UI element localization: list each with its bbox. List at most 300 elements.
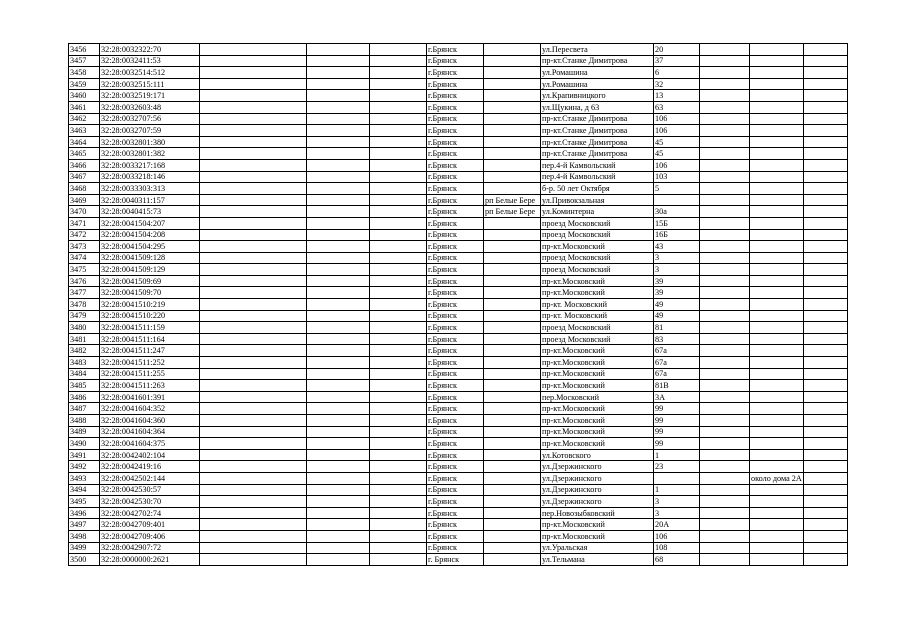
- street-cell: проезд Московский: [541, 252, 654, 264]
- table-row: [69, 55, 848, 67]
- cadastral-number-cell: 32:28:0041509:129: [100, 264, 200, 276]
- empty-cell: [307, 264, 370, 276]
- note-cell: [750, 519, 804, 531]
- note-cell: [750, 449, 804, 461]
- city-cell: г.Брянск: [427, 368, 484, 380]
- city-cell: г.Брянск: [427, 217, 484, 229]
- settlement-cell: [484, 183, 541, 195]
- empty-cell: [307, 275, 370, 287]
- empty-cell: [307, 206, 370, 218]
- table-row: [69, 159, 848, 171]
- table-row: [69, 426, 848, 438]
- note-cell: [750, 357, 804, 369]
- empty-cell: [307, 217, 370, 229]
- street-cell: проезд Московский: [541, 217, 654, 229]
- empty-cell: [370, 252, 427, 264]
- note-cell: [750, 310, 804, 322]
- city-cell: г.Брянск: [427, 252, 484, 264]
- empty-cell: [307, 171, 370, 183]
- house-number-cell: [654, 472, 700, 484]
- empty-cell: [803, 113, 847, 125]
- empty-cell: [307, 345, 370, 357]
- settlement-cell: [484, 403, 541, 415]
- empty-cell: [370, 310, 427, 322]
- cadastral-number-cell: 32:28:0041604:352: [100, 403, 200, 415]
- empty-cell: [307, 299, 370, 311]
- house-number-cell: 1: [654, 449, 700, 461]
- empty-cell: [200, 484, 307, 496]
- empty-cell: [700, 415, 750, 427]
- house-number-cell: 3А: [654, 391, 700, 403]
- city-cell: г.Брянск: [427, 415, 484, 427]
- cadastral-number-cell: 32:28:0042907:72: [100, 542, 200, 554]
- city-cell: г.Брянск: [427, 287, 484, 299]
- empty-cell: [700, 403, 750, 415]
- empty-cell: [370, 287, 427, 299]
- cadastral-number-cell: 32:28:0033303:313: [100, 183, 200, 195]
- empty-cell: [700, 345, 750, 357]
- empty-cell: [700, 194, 750, 206]
- house-number-cell: 83: [654, 333, 700, 345]
- street-cell: пр-кт.Станке Димитрова: [541, 148, 654, 160]
- house-number-cell: 67а: [654, 345, 700, 357]
- empty-cell: [200, 287, 307, 299]
- table-row: [69, 507, 848, 519]
- city-cell: г.Брянск: [427, 44, 484, 56]
- city-cell: г.Брянск: [427, 113, 484, 125]
- empty-cell: [700, 252, 750, 264]
- empty-cell: [370, 322, 427, 334]
- empty-cell: [803, 496, 847, 508]
- empty-cell: [803, 264, 847, 276]
- city-cell: г.Брянск: [427, 345, 484, 357]
- table-row: [69, 183, 848, 195]
- empty-cell: [803, 299, 847, 311]
- empty-cell: [307, 357, 370, 369]
- city-cell: г.Брянск: [427, 507, 484, 519]
- table-row: [69, 542, 848, 554]
- cadastral-number-cell: 32:28:0033218:146: [100, 171, 200, 183]
- house-number-cell: 67а: [654, 357, 700, 369]
- city-cell: г.Брянск: [427, 55, 484, 67]
- row-number-cell: 3471: [69, 217, 100, 229]
- note-cell: [750, 194, 804, 206]
- row-number-cell: 3485: [69, 380, 100, 392]
- settlement-cell: [484, 101, 541, 113]
- row-number-cell: 3489: [69, 426, 100, 438]
- empty-cell: [370, 368, 427, 380]
- settlement-cell: [484, 333, 541, 345]
- note-cell: [750, 461, 804, 473]
- table-row: [69, 101, 848, 113]
- city-cell: г.Брянск: [427, 426, 484, 438]
- table-row: [69, 264, 848, 276]
- cadastral-number-cell: 32:28:0032519:171: [100, 90, 200, 102]
- empty-cell: [200, 229, 307, 241]
- house-number-cell: 103: [654, 171, 700, 183]
- cadastral-number-cell: 32:28:0041511:255: [100, 368, 200, 380]
- empty-cell: [200, 148, 307, 160]
- settlement-cell: [484, 496, 541, 508]
- empty-cell: [370, 415, 427, 427]
- empty-cell: [200, 380, 307, 392]
- table-row: [69, 322, 848, 334]
- cadastral-number-cell: 32:28:0042530:57: [100, 484, 200, 496]
- city-cell: г.Брянск: [427, 90, 484, 102]
- cadastral-number-cell: 32:28:0041504:208: [100, 229, 200, 241]
- cadastral-number-cell: 32:28:0032515:111: [100, 78, 200, 90]
- city-cell: г.Брянск: [427, 299, 484, 311]
- empty-cell: [370, 403, 427, 415]
- row-number-cell: 3469: [69, 194, 100, 206]
- empty-cell: [803, 368, 847, 380]
- empty-cell: [803, 554, 847, 566]
- empty-cell: [700, 380, 750, 392]
- empty-cell: [700, 125, 750, 137]
- row-number-cell: 3482: [69, 345, 100, 357]
- empty-cell: [370, 90, 427, 102]
- empty-cell: [200, 426, 307, 438]
- street-cell: ул.Пересвета: [541, 44, 654, 56]
- empty-cell: [307, 159, 370, 171]
- empty-cell: [200, 183, 307, 195]
- house-number-cell: 13: [654, 90, 700, 102]
- empty-cell: [370, 264, 427, 276]
- city-cell: г.Брянск: [427, 461, 484, 473]
- table-row: [69, 44, 848, 56]
- table-row: [69, 241, 848, 253]
- empty-cell: [700, 357, 750, 369]
- house-number-cell: 39: [654, 275, 700, 287]
- row-number-cell: 3483: [69, 357, 100, 369]
- empty-cell: [200, 403, 307, 415]
- table-row: [69, 519, 848, 531]
- empty-cell: [803, 345, 847, 357]
- row-number-cell: 3470: [69, 206, 100, 218]
- settlement-cell: [484, 530, 541, 542]
- street-cell: пр-кт.Московский: [541, 241, 654, 253]
- empty-cell: [370, 101, 427, 113]
- table-row: [69, 171, 848, 183]
- table-row: [69, 357, 848, 369]
- cadastral-number-cell: 32:28:0041511:252: [100, 357, 200, 369]
- empty-cell: [700, 229, 750, 241]
- empty-cell: [200, 415, 307, 427]
- empty-cell: [700, 368, 750, 380]
- row-number-cell: 3497: [69, 519, 100, 531]
- empty-cell: [307, 113, 370, 125]
- settlement-cell: [484, 519, 541, 531]
- cadastral-number-cell: 32:28:0041601:391: [100, 391, 200, 403]
- city-cell: г.Брянск: [427, 148, 484, 160]
- settlement-cell: [484, 44, 541, 56]
- street-cell: проезд Московский: [541, 229, 654, 241]
- empty-cell: [700, 496, 750, 508]
- empty-cell: [200, 206, 307, 218]
- empty-cell: [700, 391, 750, 403]
- empty-cell: [370, 44, 427, 56]
- city-cell: г.Брянск: [427, 159, 484, 171]
- empty-cell: [200, 252, 307, 264]
- street-cell: ул.Дзержинского: [541, 472, 654, 484]
- empty-cell: [370, 183, 427, 195]
- table-row: [69, 287, 848, 299]
- empty-cell: [803, 322, 847, 334]
- cadastral-number-cell: 32:28:0032603:48: [100, 101, 200, 113]
- empty-cell: [307, 449, 370, 461]
- cadastral-number-cell: 32:28:0042502:144: [100, 472, 200, 484]
- note-cell: [750, 252, 804, 264]
- row-number-cell: 3464: [69, 136, 100, 148]
- settlement-cell: [484, 391, 541, 403]
- house-number-cell: 39: [654, 287, 700, 299]
- note-cell: [750, 484, 804, 496]
- empty-cell: [200, 44, 307, 56]
- note-cell: [750, 530, 804, 542]
- note-cell: [750, 403, 804, 415]
- street-cell: проезд Московский: [541, 333, 654, 345]
- empty-cell: [370, 542, 427, 554]
- row-number-cell: 3498: [69, 530, 100, 542]
- house-number-cell: 108: [654, 542, 700, 554]
- house-number-cell: 20: [654, 44, 700, 56]
- city-cell: г.Брянск: [427, 380, 484, 392]
- cadastral-number-cell: 32:28:0000000:2621: [100, 554, 200, 566]
- empty-cell: [700, 206, 750, 218]
- cadastral-number-cell: 32:28:0041504:207: [100, 217, 200, 229]
- empty-cell: [307, 241, 370, 253]
- house-number-cell: 15Б: [654, 217, 700, 229]
- empty-cell: [370, 171, 427, 183]
- settlement-cell: [484, 449, 541, 461]
- street-cell: пер.Московский: [541, 391, 654, 403]
- note-cell: [750, 67, 804, 79]
- empty-cell: [803, 90, 847, 102]
- note-cell: [750, 136, 804, 148]
- empty-cell: [803, 206, 847, 218]
- empty-cell: [370, 113, 427, 125]
- note-cell: [750, 554, 804, 566]
- empty-cell: [803, 136, 847, 148]
- house-number-cell: 3: [654, 507, 700, 519]
- settlement-cell: [484, 229, 541, 241]
- table-row: [69, 496, 848, 508]
- empty-cell: [700, 287, 750, 299]
- empty-cell: [700, 183, 750, 195]
- empty-cell: [370, 426, 427, 438]
- empty-cell: [200, 78, 307, 90]
- cadastral-number-cell: 32:28:0041511:159: [100, 322, 200, 334]
- table-row: [69, 380, 848, 392]
- empty-cell: [370, 530, 427, 542]
- settlement-cell: [484, 252, 541, 264]
- street-cell: ул.Дзержинского: [541, 484, 654, 496]
- street-cell: ул.Уральская: [541, 542, 654, 554]
- empty-cell: [307, 183, 370, 195]
- cadastral-number-cell: 32:28:0042419:16: [100, 461, 200, 473]
- empty-cell: [307, 101, 370, 113]
- street-cell: пр-кт.Московский: [541, 345, 654, 357]
- house-number-cell: 106: [654, 113, 700, 125]
- cadastral-number-cell: 32:28:0042709:406: [100, 530, 200, 542]
- empty-cell: [200, 159, 307, 171]
- empty-cell: [700, 542, 750, 554]
- row-number-cell: 3493: [69, 472, 100, 484]
- empty-cell: [370, 519, 427, 531]
- settlement-cell: [484, 426, 541, 438]
- cadastral-number-cell: 32:28:0033217:168: [100, 159, 200, 171]
- house-number-cell: 3: [654, 496, 700, 508]
- empty-cell: [370, 67, 427, 79]
- street-cell: пр-кт.Станке Димитрова: [541, 113, 654, 125]
- house-number-cell: 68: [654, 554, 700, 566]
- house-number-cell: 3: [654, 264, 700, 276]
- empty-cell: [803, 55, 847, 67]
- empty-cell: [200, 449, 307, 461]
- street-cell: пр-кт.Московский: [541, 438, 654, 450]
- row-number-cell: 3472: [69, 229, 100, 241]
- empty-cell: [200, 90, 307, 102]
- settlement-cell: [484, 148, 541, 160]
- house-number-cell: 45: [654, 136, 700, 148]
- empty-cell: [803, 507, 847, 519]
- cadastral-number-cell: 32:28:0041604:360: [100, 415, 200, 427]
- settlement-cell: [484, 472, 541, 484]
- table-row: [69, 333, 848, 345]
- table-row: [69, 438, 848, 450]
- note-cell: [750, 171, 804, 183]
- note-cell: [750, 299, 804, 311]
- empty-cell: [307, 136, 370, 148]
- house-number-cell: 23: [654, 461, 700, 473]
- settlement-cell: рп Белые Бере: [484, 206, 541, 218]
- street-cell: пр-кт.Московский: [541, 380, 654, 392]
- empty-cell: [200, 113, 307, 125]
- table-row: [69, 217, 848, 229]
- empty-cell: [307, 78, 370, 90]
- empty-cell: [803, 542, 847, 554]
- city-cell: г. Брянск: [427, 554, 484, 566]
- empty-cell: [200, 554, 307, 566]
- house-number-cell: 81: [654, 322, 700, 334]
- street-cell: ул.Коминтерна: [541, 206, 654, 218]
- house-number-cell: 3: [654, 252, 700, 264]
- empty-cell: [307, 380, 370, 392]
- city-cell: г.Брянск: [427, 530, 484, 542]
- row-number-cell: 3479: [69, 310, 100, 322]
- note-cell: [750, 101, 804, 113]
- settlement-cell: [484, 438, 541, 450]
- empty-cell: [307, 368, 370, 380]
- street-cell: пр-кт.Московский: [541, 357, 654, 369]
- street-cell: ул.Ромашина: [541, 78, 654, 90]
- city-cell: г.Брянск: [427, 67, 484, 79]
- empty-cell: [700, 449, 750, 461]
- empty-cell: [803, 519, 847, 531]
- row-number-cell: 3474: [69, 252, 100, 264]
- street-cell: ул.Ромашина: [541, 67, 654, 79]
- empty-cell: [200, 368, 307, 380]
- cadastral-number-cell: 32:28:0042530:70: [100, 496, 200, 508]
- cadastral-number-cell: 32:28:0032411:53: [100, 55, 200, 67]
- settlement-cell: [484, 171, 541, 183]
- settlement-cell: [484, 542, 541, 554]
- row-number-cell: 3462: [69, 113, 100, 125]
- street-cell: пр-кт.Московский: [541, 275, 654, 287]
- empty-cell: [370, 461, 427, 473]
- row-number-cell: 3492: [69, 461, 100, 473]
- cadastral-number-cell: 32:28:0032322:70: [100, 44, 200, 56]
- row-number-cell: 3468: [69, 183, 100, 195]
- row-number-cell: 3480: [69, 322, 100, 334]
- cadastral-number-cell: 32:28:0041510:219: [100, 299, 200, 311]
- empty-cell: [200, 345, 307, 357]
- table-row: [69, 403, 848, 415]
- settlement-cell: [484, 136, 541, 148]
- street-cell: пр-кт.Станке Димитрова: [541, 136, 654, 148]
- settlement-cell: [484, 125, 541, 137]
- empty-cell: [200, 333, 307, 345]
- empty-cell: [700, 264, 750, 276]
- note-cell: [750, 368, 804, 380]
- cadastral-number-cell: 32:28:0042702:74: [100, 507, 200, 519]
- row-number-cell: 3491: [69, 449, 100, 461]
- empty-cell: [700, 275, 750, 287]
- table-row: [69, 415, 848, 427]
- empty-cell: [370, 380, 427, 392]
- cadastral-number-cell: 32:28:0041509:70: [100, 287, 200, 299]
- street-cell: пр-кт.Московский: [541, 426, 654, 438]
- empty-cell: [803, 229, 847, 241]
- empty-cell: [370, 275, 427, 287]
- table-row: [69, 345, 848, 357]
- empty-cell: [370, 148, 427, 160]
- row-number-cell: 3486: [69, 391, 100, 403]
- settlement-cell: [484, 484, 541, 496]
- empty-cell: [803, 530, 847, 542]
- settlement-cell: [484, 113, 541, 125]
- empty-cell: [803, 183, 847, 195]
- empty-cell: [803, 391, 847, 403]
- empty-cell: [370, 159, 427, 171]
- empty-cell: [700, 299, 750, 311]
- empty-cell: [200, 472, 307, 484]
- note-cell: [750, 287, 804, 299]
- empty-cell: [200, 507, 307, 519]
- house-number-cell: 16Б: [654, 229, 700, 241]
- settlement-cell: [484, 299, 541, 311]
- note-cell: [750, 507, 804, 519]
- note-cell: [750, 229, 804, 241]
- table-row: [69, 67, 848, 79]
- street-cell: ул.Дзержинского: [541, 461, 654, 473]
- city-cell: г.Брянск: [427, 171, 484, 183]
- row-number-cell: 3476: [69, 275, 100, 287]
- empty-cell: [370, 136, 427, 148]
- street-cell: пр-кт. Московский: [541, 299, 654, 311]
- empty-cell: [700, 472, 750, 484]
- empty-cell: [700, 438, 750, 450]
- note-cell: [750, 496, 804, 508]
- table-row: [69, 449, 848, 461]
- city-cell: г.Брянск: [427, 229, 484, 241]
- house-number-cell: 37: [654, 55, 700, 67]
- street-cell: пер.4-й Камвольский: [541, 171, 654, 183]
- city-cell: г.Брянск: [427, 264, 484, 276]
- settlement-cell: [484, 461, 541, 473]
- settlement-cell: [484, 357, 541, 369]
- empty-cell: [700, 241, 750, 253]
